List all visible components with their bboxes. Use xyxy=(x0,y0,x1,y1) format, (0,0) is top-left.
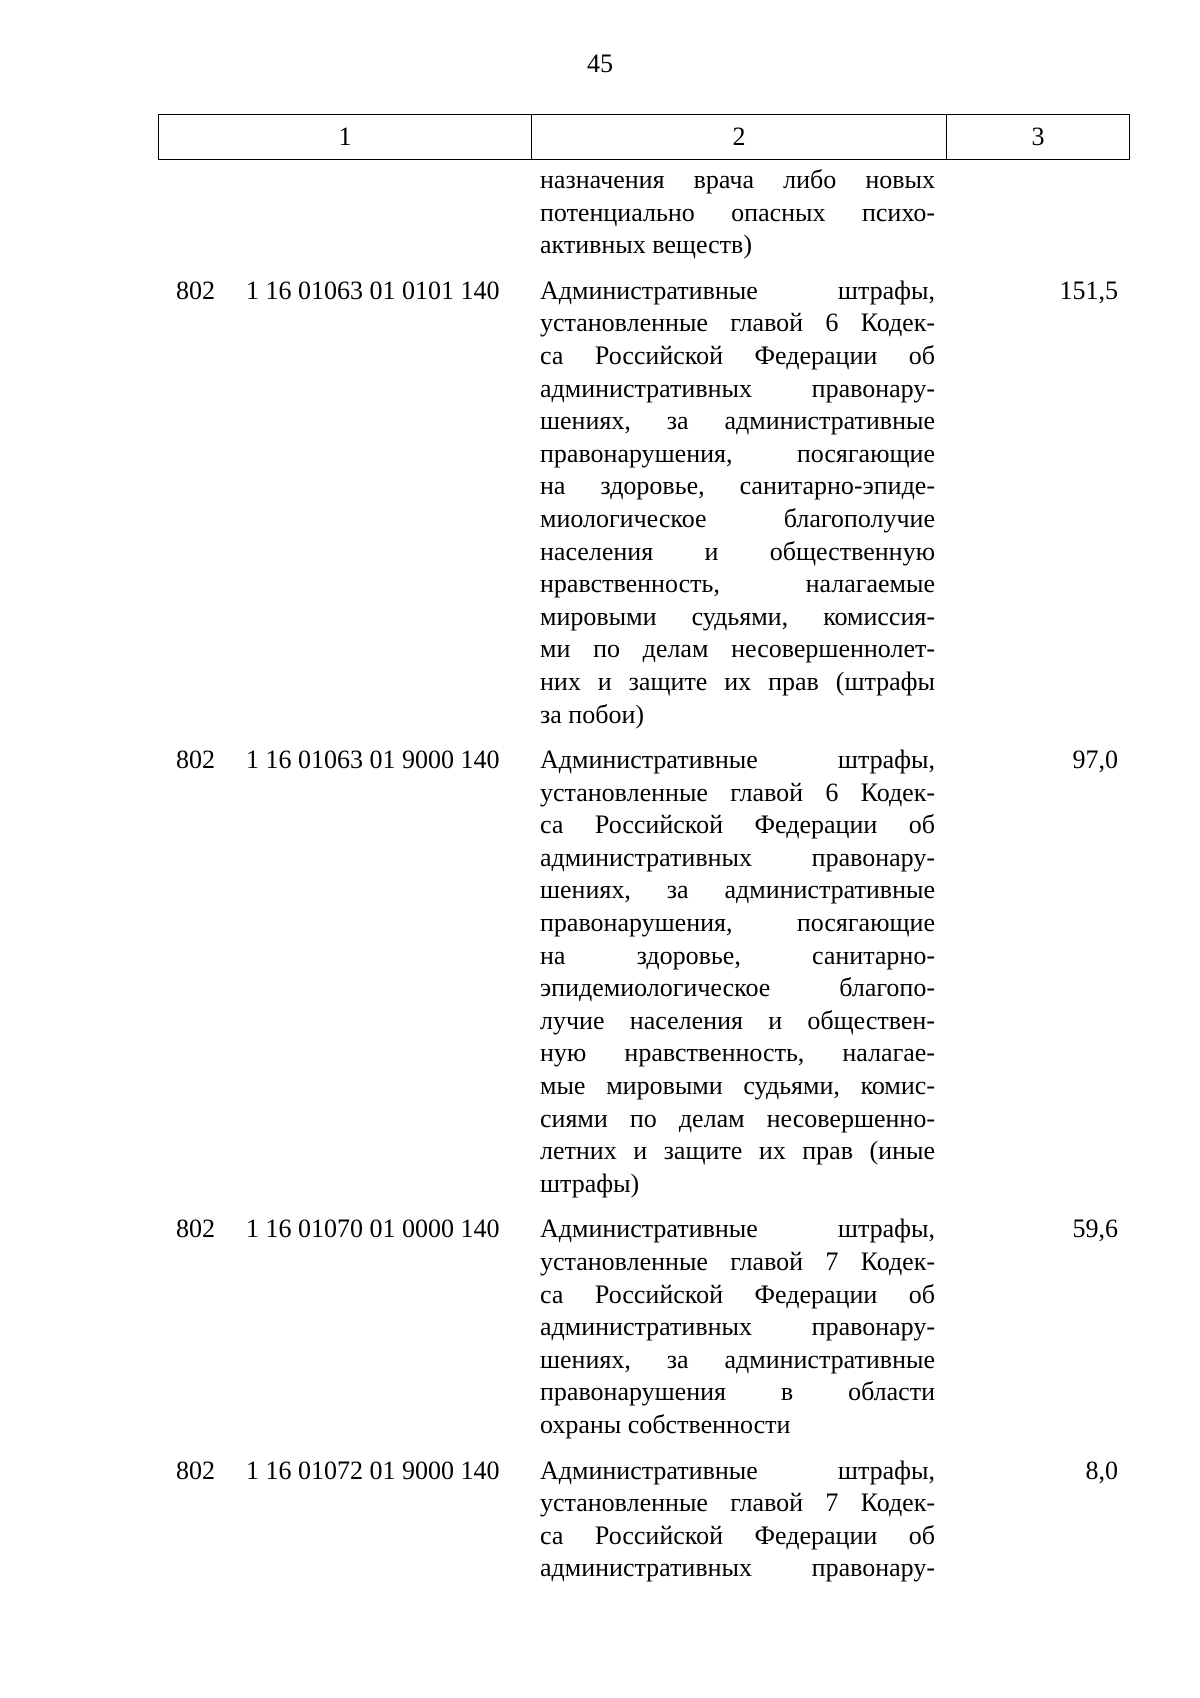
description-line: ми по делам несовершеннолет- xyxy=(540,634,935,664)
description-line: са Российской Федерации об xyxy=(540,1279,935,1309)
description-line: правонарушения в области xyxy=(540,1377,935,1407)
header-col-2: 2 xyxy=(532,115,947,159)
description-line: Административные штрафы, xyxy=(540,1455,935,1485)
table-row xyxy=(0,164,1200,262)
budget-classification-code: 1 16 01063 01 9000 140 xyxy=(246,745,500,775)
header-col-1: 1 xyxy=(159,115,532,159)
description-line: населения и общественную xyxy=(540,536,935,566)
table-row xyxy=(0,275,1200,731)
description-line: са Российской Федерации об xyxy=(540,810,935,840)
description-line: Административные штрафы, xyxy=(540,745,935,775)
description-line: административных правонару- xyxy=(540,1553,935,1583)
admin-code: 802 xyxy=(176,745,215,775)
table-row xyxy=(0,744,1200,1200)
row-spacer xyxy=(0,1200,1200,1213)
description-line: административных правонару- xyxy=(540,373,935,403)
description-line: эпидемиологическое благопо- xyxy=(540,973,935,1003)
description-line: установленные главой 7 Кодек- xyxy=(540,1247,935,1276)
description-line: установленные главой 6 Кодек- xyxy=(540,777,935,807)
description-line: установленные главой 7 Кодек- xyxy=(540,1488,935,1518)
revenue-description xyxy=(540,1455,935,1585)
description-line: Административные штрафы, xyxy=(540,275,935,305)
description-line: шениях, за административные xyxy=(540,875,935,905)
description-line: них и защите их прав (штрафы xyxy=(540,666,935,696)
description-line: мировыми судьями, комиссия- xyxy=(540,601,935,631)
admin-code: 802 xyxy=(176,1214,215,1244)
description-line: шениях, за административные xyxy=(540,1344,935,1374)
revenue-description xyxy=(540,744,935,1200)
table-row xyxy=(0,1213,1200,1441)
header-col-3: 3 xyxy=(1031,122,1045,151)
description-line: са Российской Федерации об xyxy=(540,1520,935,1550)
row-spacer xyxy=(0,1442,1200,1455)
description-line: са Российской Федерации об xyxy=(540,340,935,370)
description-line: на здоровье, санитарно-эпиде- xyxy=(540,471,935,501)
description-line: правонарушения, посягающие xyxy=(540,438,935,468)
budget-classification-code: 1 16 01063 01 0101 140 xyxy=(246,275,500,305)
description-line: лучие населения и обществен- xyxy=(540,1005,935,1035)
table-body xyxy=(0,164,1200,1585)
description-line: нравственность, налагаемые xyxy=(540,569,935,599)
description-line: миологическое благополучие xyxy=(540,503,935,533)
revenue-description xyxy=(540,275,935,731)
description-line: назначения врача либо новых xyxy=(540,165,935,194)
description-line: шениях, за административные xyxy=(540,406,935,436)
description-line: летних и защите их прав (иные xyxy=(540,1136,935,1166)
amount-value: 8,0 xyxy=(1085,1455,1118,1485)
description-line: Административные штрафы, xyxy=(540,1214,935,1244)
description-line: административных правонару- xyxy=(540,842,935,872)
row-spacer xyxy=(0,262,1200,275)
table-header xyxy=(158,114,1130,160)
budget-classification-code: 1 16 01072 01 9000 140 xyxy=(246,1455,500,1485)
description-line: мые мировыми судьями, комис- xyxy=(540,1071,935,1101)
table-row xyxy=(0,1455,1200,1585)
description-line: ную нравственность, налагае- xyxy=(540,1038,935,1068)
budget-classification-code: 1 16 01070 01 0000 140 xyxy=(246,1214,500,1244)
revenue-description xyxy=(540,1213,935,1441)
amount-value: 151,5 xyxy=(1059,275,1118,305)
row-spacer xyxy=(0,731,1200,744)
description-line: правонарушения, посягающие xyxy=(540,908,935,938)
amount-value: 59,6 xyxy=(1072,1214,1118,1244)
description-line: сиями по делам несовершенно- xyxy=(540,1103,935,1133)
admin-code: 802 xyxy=(176,1455,215,1485)
revenue-description xyxy=(540,164,935,262)
admin-code: 802 xyxy=(176,275,215,305)
page-number: 45 xyxy=(587,49,613,78)
description-line: за побои) xyxy=(540,699,645,729)
description-line: охраны собственности xyxy=(540,1409,791,1439)
description-line: активных веществ) xyxy=(540,230,752,260)
description-line: установленные главой 6 Кодек- xyxy=(540,308,935,338)
amount-value: 97,0 xyxy=(1072,745,1118,775)
description-line: административных правонару- xyxy=(540,1312,935,1342)
description-line: на здоровье, санитарно- xyxy=(540,940,935,970)
description-line: штрафы) xyxy=(540,1168,640,1198)
description-line: потенциально опасных психо- xyxy=(540,197,935,227)
